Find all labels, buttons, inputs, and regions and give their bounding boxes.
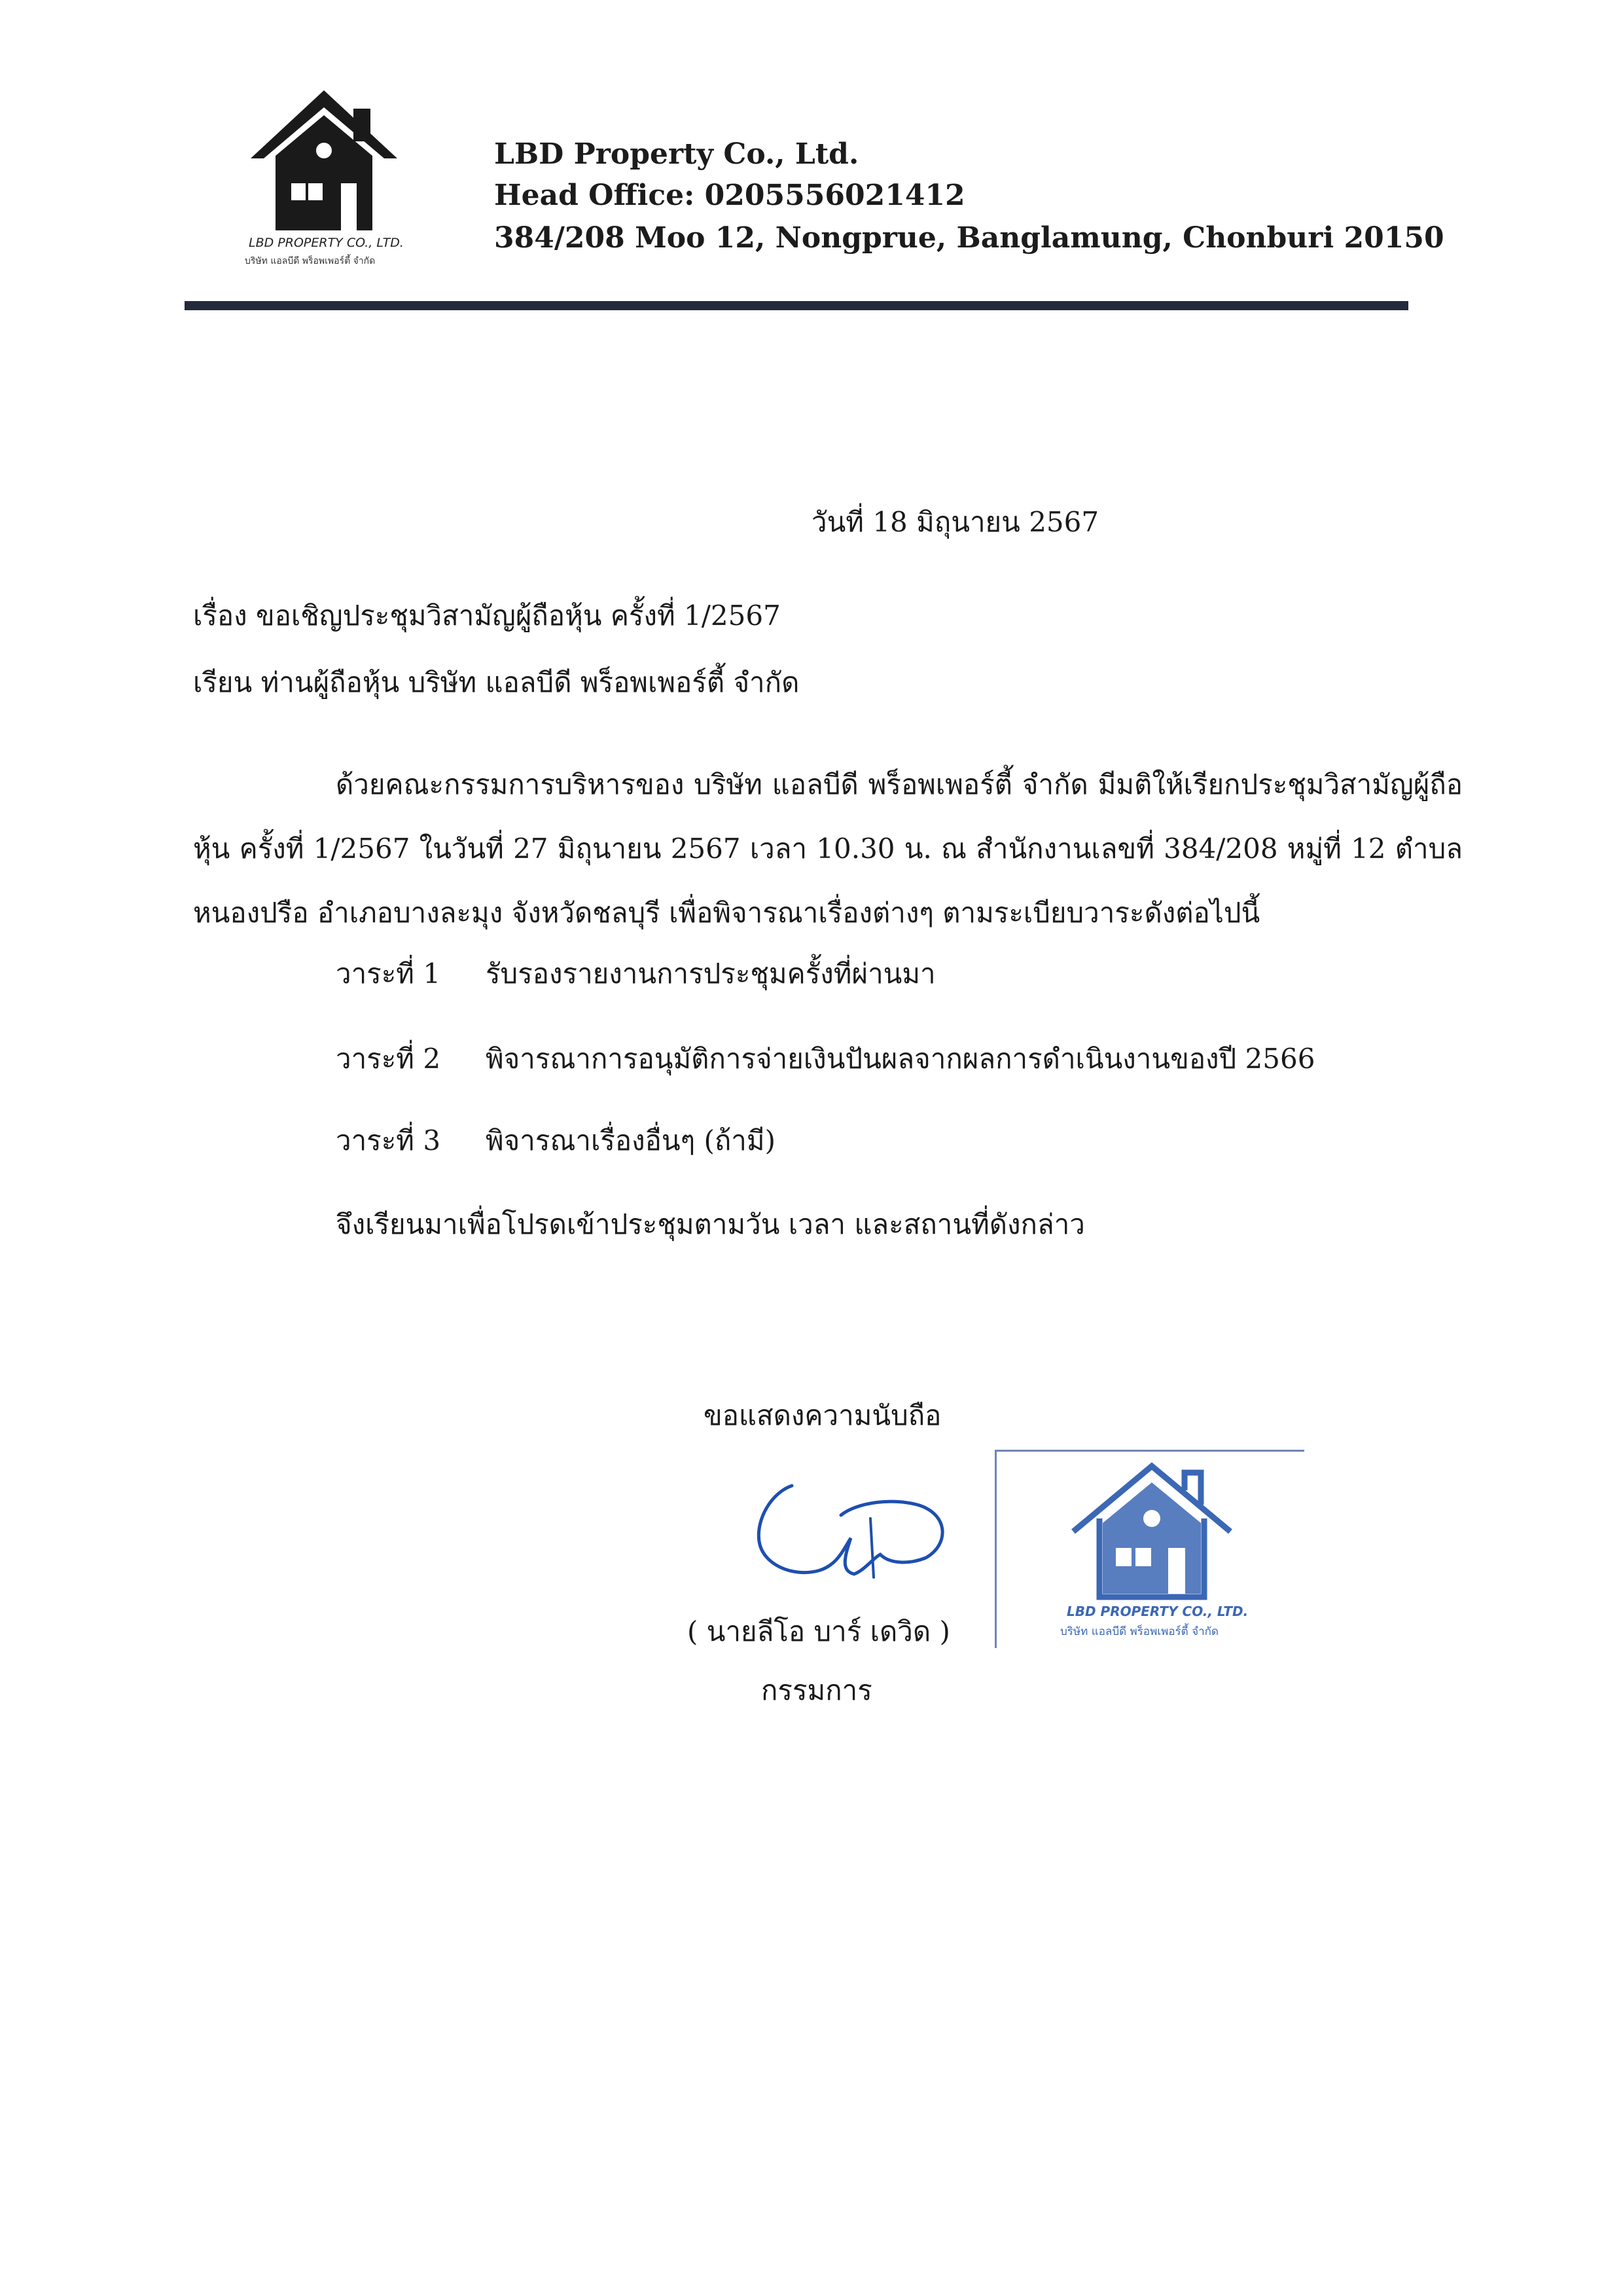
logo-text-th: บริษัท แอลบีดี พร็อพเพอร์ตี้ จำกัด <box>245 256 376 266</box>
agenda-text-3: พิจารณาเรื่องอื่นๆ (ถ้ามี) <box>486 1124 776 1157</box>
company-stamp <box>995 1450 1348 1649</box>
agenda-text-2: พิจารณาการอนุมัติการจ่ายเงินปันผลจากผลการดำเนินงานของปี 2566 <box>486 1043 1315 1075</box>
valediction: ขอแสดงความนับถือ <box>704 1399 942 1431</box>
agenda-label-3: วาระที่ 3 <box>336 1124 441 1157</box>
stamp-text-th: บริษัท แอลบีดี พร็อพเพอร์ตี้ จำกัด <box>1060 1625 1219 1638</box>
signature <box>753 1479 955 1610</box>
closing-sentence: จึงเรียนมาเพื่อโปรดเข้าประชุมตามวัน เวลา และสถานที่ดังกล่าว <box>336 1208 1085 1240</box>
logo-text-en: LBD PROPERTY CO., LTD. <box>249 236 404 250</box>
agenda-label-1: วาระที่ 1 <box>336 958 441 990</box>
company-address: 384/208 Moo 12, Nongprue, Banglamung, Chonburi 20150 <box>494 221 1444 255</box>
stamp-house-icon <box>1063 1450 1240 1600</box>
house-icon <box>245 85 402 232</box>
letter-body: ด้วยคณะกรรมการบริหารของ บริษัท แอลบีดี พร็อพเพอร์ตี้ จำกัด มีมติให้เรียกประชุมวิสามัญผู้ถือหุ้น ครั้งที่ 1/2567 ในวันที่ 27 มิถุนายน 2567 เวลา 10.30 น. ณ สำนักงานเลขที่ 384/208 หมู่ที่ 12 ตำบลหนองปรือ อำเภอบางละมุง จังหวัดชลบุรี เพื่อพิจารณาเรื่องต่างๆ ตามระเบียบวาระดังต่อไปนี้ <box>193 768 1463 929</box>
letterhead-divider <box>185 301 1408 310</box>
letter-recipient: เรียน ท่านผู้ถือหุ้น บริษัท แอลบีดี พร็อพเพอร์ตี้ จำกัด <box>193 666 800 698</box>
stamp-text-en: LBD PROPERTY CO., LTD. <box>1067 1604 1249 1619</box>
company-name: LBD Property Co., Ltd. <box>494 137 859 171</box>
signer-name: ( นายลีโอ บาร์ เดวิด ) <box>687 1615 950 1647</box>
letter-subject: เรื่อง ขอเชิญประชุมวิสามัญผู้ถือหุ้น ครั้งที่ 1/2567 <box>193 600 781 632</box>
agenda-text-1: รับรองรายงานการประชุมครั้งที่ผ่านมา <box>486 958 936 990</box>
agenda-label-2: วาระที่ 2 <box>336 1043 441 1075</box>
signer-title: กรรมการ <box>761 1674 872 1706</box>
company-logo <box>236 85 432 275</box>
head-office: Head Office: 0205556021412 <box>494 179 965 212</box>
letter-date: วันที่ 18 มิถุนายน 2567 <box>812 506 1099 538</box>
